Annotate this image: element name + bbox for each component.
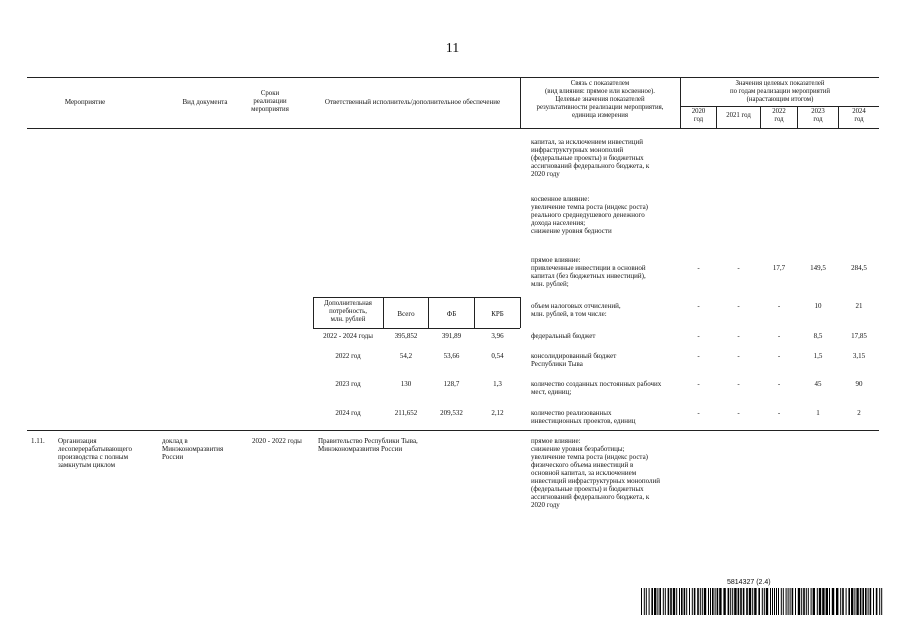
indicator-label: количество созданных постоянных рабочих мест, единиц;	[531, 380, 662, 396]
indicator-value: 8,5	[813, 332, 823, 340]
barcode-id: 5814327 (2.4)	[727, 579, 771, 586]
year-2023: 2023 год	[811, 108, 825, 123]
year-2024: 2024 год	[852, 108, 866, 123]
finance-row-fb: 53,66	[443, 352, 460, 360]
finance-row-krb: 2,12	[491, 409, 504, 417]
indicator-value: 45	[814, 380, 822, 388]
indicator-value: 21	[855, 302, 863, 310]
indicator-value: -	[777, 302, 781, 310]
finance-header-rule	[313, 328, 520, 329]
invest-value-2022: 17,7	[772, 264, 786, 272]
indicator-value: 17,85	[851, 332, 867, 340]
indicator-value: -	[737, 332, 740, 340]
finance-row-total: 54,2	[399, 352, 413, 360]
indicator-label: консолидированный бюджет Республики Тыва	[531, 352, 617, 368]
indicator-value: -	[777, 380, 781, 388]
finance-row-krb: 1,3	[493, 380, 502, 388]
indicator-value: -	[697, 380, 700, 388]
finance-row-fb: 391,89	[441, 332, 462, 340]
indicator-value: -	[777, 409, 781, 417]
link-left-rule	[520, 77, 521, 128]
finance-top-rule	[313, 297, 520, 298]
finance-sep	[520, 297, 521, 328]
row-separator	[27, 430, 879, 431]
indicator-value: -	[697, 352, 700, 360]
link-text-block-1: капитал, за исключением инвестиций инфраструктурных монополий (федеральные проекты) и бюджетных ассигнований федерального бюджета, к 2020 году	[531, 138, 650, 178]
indicator-value: -	[777, 332, 781, 340]
invest-value-2020: -	[697, 264, 700, 272]
year-2021: 2021 год	[726, 112, 751, 119]
indicator-value: 1	[816, 409, 820, 417]
indicator-label: объем налоговых отчислений, млн. рублей, в том числе:	[531, 302, 621, 318]
years-divider-rule	[680, 106, 879, 107]
header-doc-type: Вид документа	[182, 98, 228, 106]
finance-row-fb: 128,7	[443, 380, 460, 388]
header-terms: Сроки реализации мероприятия	[251, 90, 289, 113]
indicator-value: 3,15	[852, 352, 866, 360]
link-text-block-3: прямое влияние: привлеченные инвестиции в основной капитал (без бюджетных инвестиций), млн. рублей;	[531, 256, 646, 288]
finance-header-label: Дополнительная потребность, млн. рублей	[324, 300, 372, 323]
header-link: Связь с показателем (вид влияния: прямое или косвенное). Целевые значения показателей результативности реализации мероприятия, единица измерения	[536, 80, 664, 119]
invest-value-2021: -	[737, 264, 740, 272]
item-measure: Организация лесоперерабатывающего производства с полным замкнутым циклом	[58, 437, 132, 469]
item-number: 1.11.	[31, 437, 45, 445]
finance-header-total: Всего	[397, 310, 415, 318]
indicator-value: 2	[857, 409, 861, 417]
year-2020: 2020 год	[691, 108, 706, 123]
indicator-value: -	[697, 409, 700, 417]
link-text-block-2: косвенное влияние: увеличение темпа роста (индекс роста) реального среднедушевого денежного дохода населения; снижение уровня бедности	[531, 195, 649, 235]
indicator-value: -	[737, 302, 740, 310]
finance-row-total: 395,852	[394, 332, 418, 340]
finance-row-krb: 0,54	[491, 352, 504, 360]
finance-row-period: 2024 год	[335, 409, 361, 417]
invest-value-2024: 284,5	[851, 264, 867, 272]
item-responsible: Правительство Республики Тыва, Минэкономразвития России	[318, 437, 418, 453]
item-doc-type: доклад в Минэкономразвития России	[162, 437, 224, 461]
finance-row-total: 130	[400, 380, 412, 388]
finance-row-total: 211,652	[394, 409, 418, 417]
year-2022: 2022 год	[772, 108, 786, 123]
indicator-value: 90	[855, 380, 863, 388]
finance-row-krb: 3,96	[491, 332, 504, 340]
finance-header-krb: КРБ	[491, 310, 504, 318]
indicator-value: -	[737, 352, 740, 360]
page-number: 11	[445, 41, 460, 56]
item-terms: 2020 - 2022 годы	[252, 437, 302, 445]
header-responsible: Ответственный исполнитель/дополнительное обеспечение	[324, 98, 501, 106]
indicator-label: федеральный бюджет	[531, 332, 596, 340]
header-values: Значения целевых показателей по годам реализации мероприятий (нарастающим итогом)	[729, 80, 831, 103]
indicator-label: количество реализованных инвестиционных проектов, единиц	[531, 409, 636, 425]
finance-header-fb: ФБ	[446, 310, 457, 318]
finance-row-period: 2023 год	[335, 380, 361, 388]
barcode	[641, 588, 883, 615]
indicator-value: -	[737, 380, 740, 388]
indicator-value: -	[697, 332, 700, 340]
indicator-value: 10	[814, 302, 822, 310]
header-top-rule	[27, 77, 879, 78]
finance-row-fb: 209,532	[440, 409, 463, 417]
indicator-value: 1,5	[813, 352, 823, 360]
header-bottom-rule	[27, 128, 879, 129]
invest-value-2023: 149,5	[810, 264, 826, 272]
finance-row-period: 2022 год	[335, 352, 361, 360]
indicator-value: -	[777, 352, 781, 360]
indicator-value: -	[697, 302, 700, 310]
header-measure: Мероприятие	[64, 98, 106, 106]
finance-row-period: 2022 - 2024 годы	[323, 332, 373, 340]
item-link: прямое влияние: снижение уровня безработицы; увеличение темпа роста (индекс роста) физического объема инвестиций в основной капитал, за исключением инвестиций инфраструктурных монополий (федеральные проекты) и бюджетных ассигнований федерального бюджета, к 2020 году	[531, 437, 661, 509]
indicator-value: -	[737, 409, 740, 417]
